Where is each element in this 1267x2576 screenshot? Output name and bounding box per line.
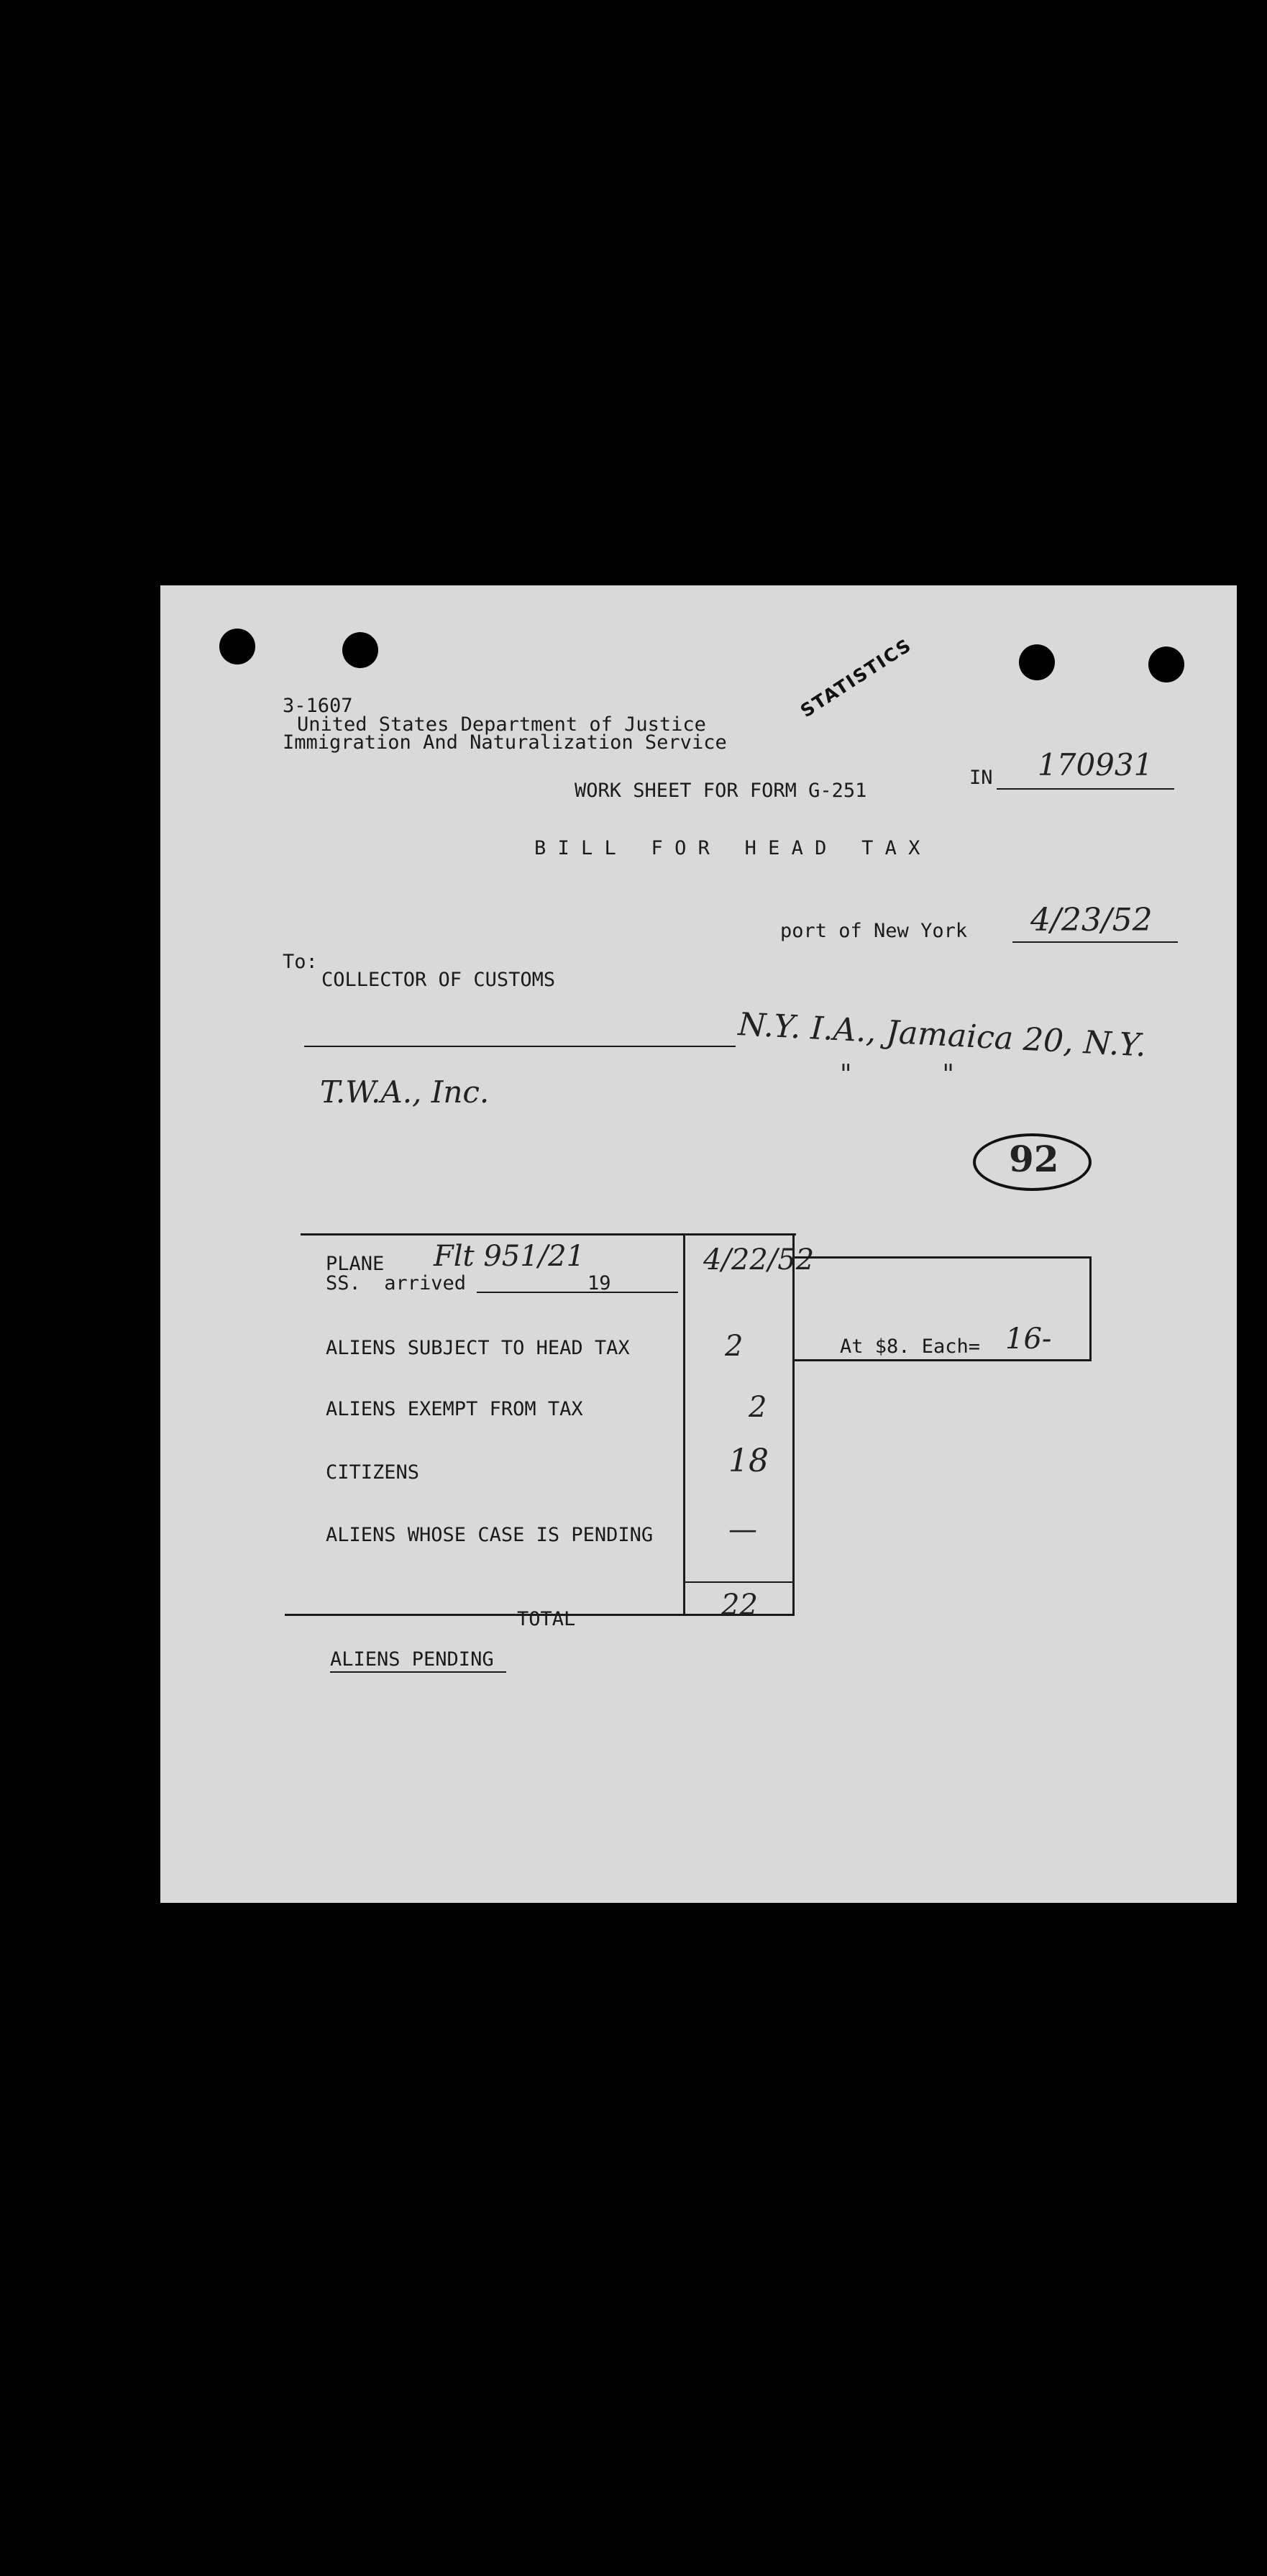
form-code: 3-1607 <box>283 695 353 717</box>
punch-hole-4 <box>1148 647 1184 682</box>
row-value-subject-to-tax: 2 <box>725 1330 744 1363</box>
row-label-subject-to-tax: ALIENS SUBJECT TO HEAD TAX <box>326 1337 630 1359</box>
circled-number-text: 92 <box>1009 1138 1059 1180</box>
department-name: United States Department of Justice <box>297 713 706 736</box>
total-label: TOTAL <box>517 1608 576 1630</box>
rate-amount-handwritten: 16- <box>1005 1323 1052 1356</box>
statistics-stamp: STATISTICS <box>797 634 916 722</box>
aliens-pending-label: ALIENS PENDING <box>330 1648 494 1671</box>
arrived-underline <box>477 1292 678 1293</box>
plane-label: PLANE <box>326 1253 385 1275</box>
row-value-exempt-from-tax: 2 <box>749 1391 767 1424</box>
year-prefix: 19 <box>587 1272 611 1294</box>
company-handwritten: T.W.A., Inc. <box>320 1074 490 1110</box>
punch-hole-3 <box>1019 644 1055 680</box>
in-underline <box>997 788 1174 790</box>
row-label-exempt-from-tax: ALIENS EXEMPT FROM TAX <box>326 1398 583 1420</box>
service-name: Immigration And Naturalization Service <box>283 731 727 754</box>
total-value: 22 <box>721 1589 758 1622</box>
row-value-pending: — <box>728 1513 757 1546</box>
port-date-underline <box>1012 941 1178 943</box>
form-sheet <box>160 585 1237 1903</box>
in-label: IN <box>969 767 993 789</box>
ditto-marks: " " <box>840 1060 954 1090</box>
table-top-border <box>301 1233 796 1236</box>
table-column-left-border <box>683 1233 685 1616</box>
address-line <box>304 1046 736 1047</box>
addressee: COLLECTOR OF CUSTOMS <box>321 969 556 991</box>
plane-flight-handwritten: Flt 951/21 <box>434 1240 585 1273</box>
bill-title: B I L L F O R H E A D T A X <box>534 837 920 859</box>
ss-arrived-label: SS. arrived <box>326 1272 467 1294</box>
to-label: To: <box>283 951 318 973</box>
row-label-citizens: CITIZENS <box>326 1461 420 1484</box>
aliens-pending-underline <box>330 1671 506 1673</box>
arrival-date-handwritten: 4/22/52 <box>703 1243 815 1276</box>
port-date: 4/23/52 <box>1030 902 1153 938</box>
in-number: 170931 <box>1038 747 1153 782</box>
worksheet-title: WORK SHEET FOR FORM G-251 <box>575 780 867 802</box>
total-separator <box>683 1581 795 1583</box>
row-value-citizens: 18 <box>728 1443 769 1479</box>
punch-hole-1 <box>219 629 255 664</box>
row-label-pending: ALIENS WHOSE CASE IS PENDING <box>326 1524 654 1546</box>
port-label: port of New York <box>780 920 968 942</box>
address-handwritten: N.Y. I.A., Jamaica 20, N.Y. <box>737 1006 1148 1064</box>
punch-hole-2 <box>342 632 378 668</box>
rate-label: At $8. Each= <box>840 1335 981 1358</box>
